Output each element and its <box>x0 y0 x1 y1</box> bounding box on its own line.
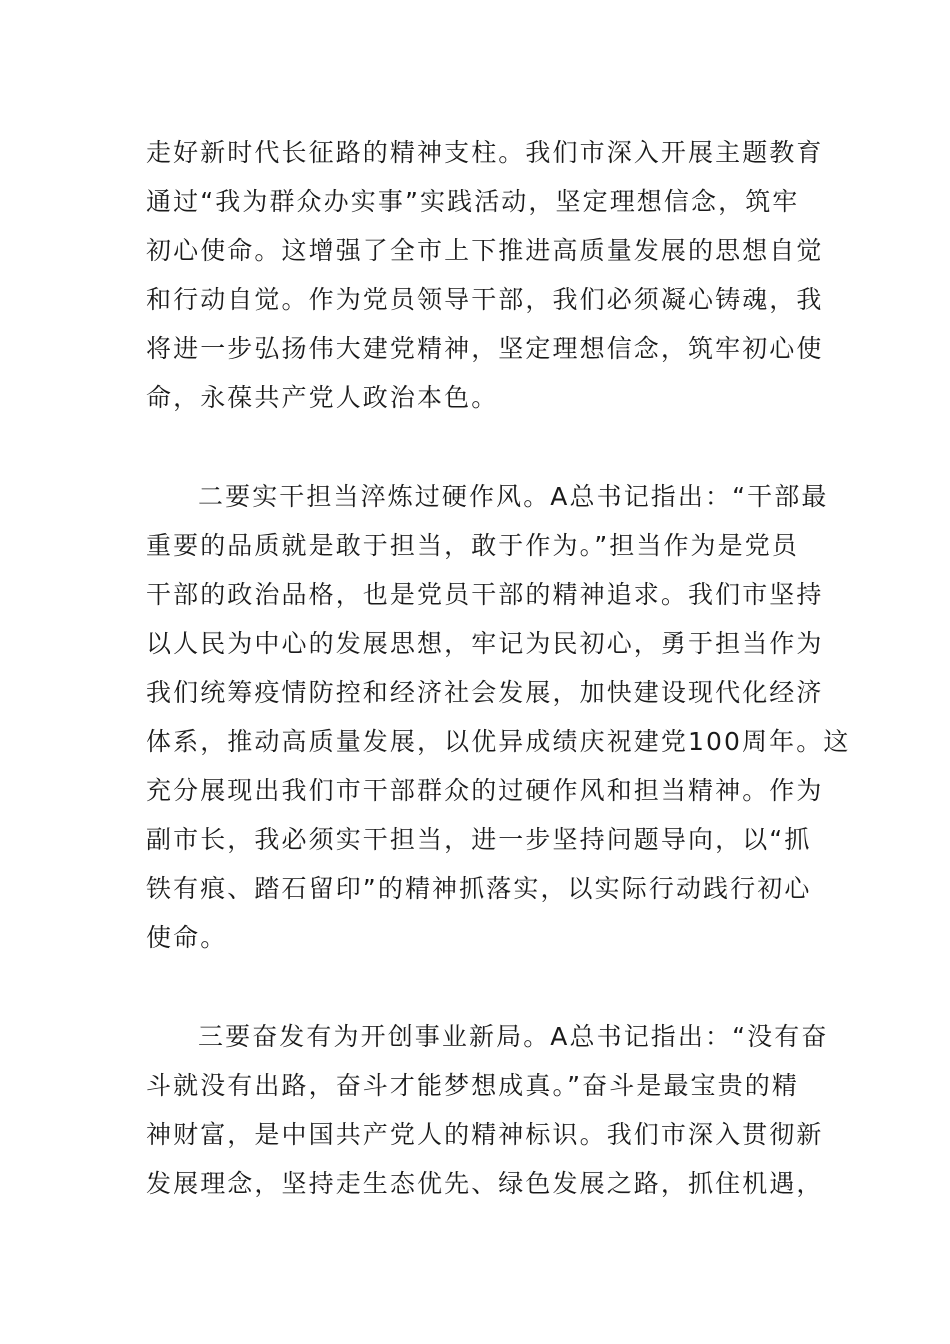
paragraph-line: 初心使命。这增强了全市上下推进高质量发展的思想自觉 <box>146 236 824 265</box>
paragraph-line: 发展理念，坚持走生态优先、绿色发展之路，抓住机遇， <box>146 1169 824 1198</box>
paragraph-line: 通过“我为群众办实事”实践活动，坚定理想信念，筑牢 <box>146 187 800 216</box>
paragraph-line: 以人民为中心的发展思想，牢记为民初心，勇于担当作为 <box>146 629 824 658</box>
paragraph-line: 我们统筹疫情防控和经济社会发展，加快建设现代化经济 <box>146 678 824 707</box>
paragraph-line: 斗就没有出路，奋斗才能梦想成真。”奋斗是最宝贵的精 <box>146 1071 799 1100</box>
paragraph-two <box>146 472 851 962</box>
paragraph-continuation <box>146 128 824 422</box>
paragraph-line: 铁有痕、踏石留印”的精神抓落实，以实际行动践行初心 <box>146 874 812 903</box>
paragraph-three <box>146 1012 829 1208</box>
paragraph-line: 将进一步弘扬伟大建党精神，坚定理想信念，筑牢初心使 <box>146 334 824 363</box>
paragraph-line: 副市长，我必须实干担当，进一步坚持问题导向，以“抓 <box>146 825 812 854</box>
paragraph-line: 体系，推动高质量发展，以优异成绩庆祝建党100周年。这 <box>146 727 851 756</box>
paragraph-line: 使命。 <box>146 923 228 952</box>
paragraph-line: 干部的政治品格，也是党员干部的精神追求。我们市坚持 <box>146 580 824 609</box>
paragraph-line: 命，永葆共产党人政治本色。 <box>146 383 499 412</box>
paragraph-line: 重要的品质就是敢于担当，敢于作为。”担当作为是党员 <box>146 531 799 560</box>
paragraph-line: 和行动自觉。作为党员领导干部，我们必须凝心铸魂，我 <box>146 285 824 314</box>
paragraph-line: 三要奋发有为开创事业新局。A总书记指出：“没有奋 <box>198 1022 829 1051</box>
paragraph-line: 走好新时代长征路的精神支柱。我们市深入开展主题教育 <box>146 138 824 167</box>
paragraph-line: 神财富，是中国共产党人的精神标识。我们市深入贯彻新 <box>146 1120 824 1149</box>
paragraph-line: 充分展现出我们市干部群众的过硬作风和担当精神。作为 <box>146 776 824 805</box>
paragraph-line: 二要实干担当淬炼过硬作风。A总书记指出：“干部最 <box>198 482 829 511</box>
